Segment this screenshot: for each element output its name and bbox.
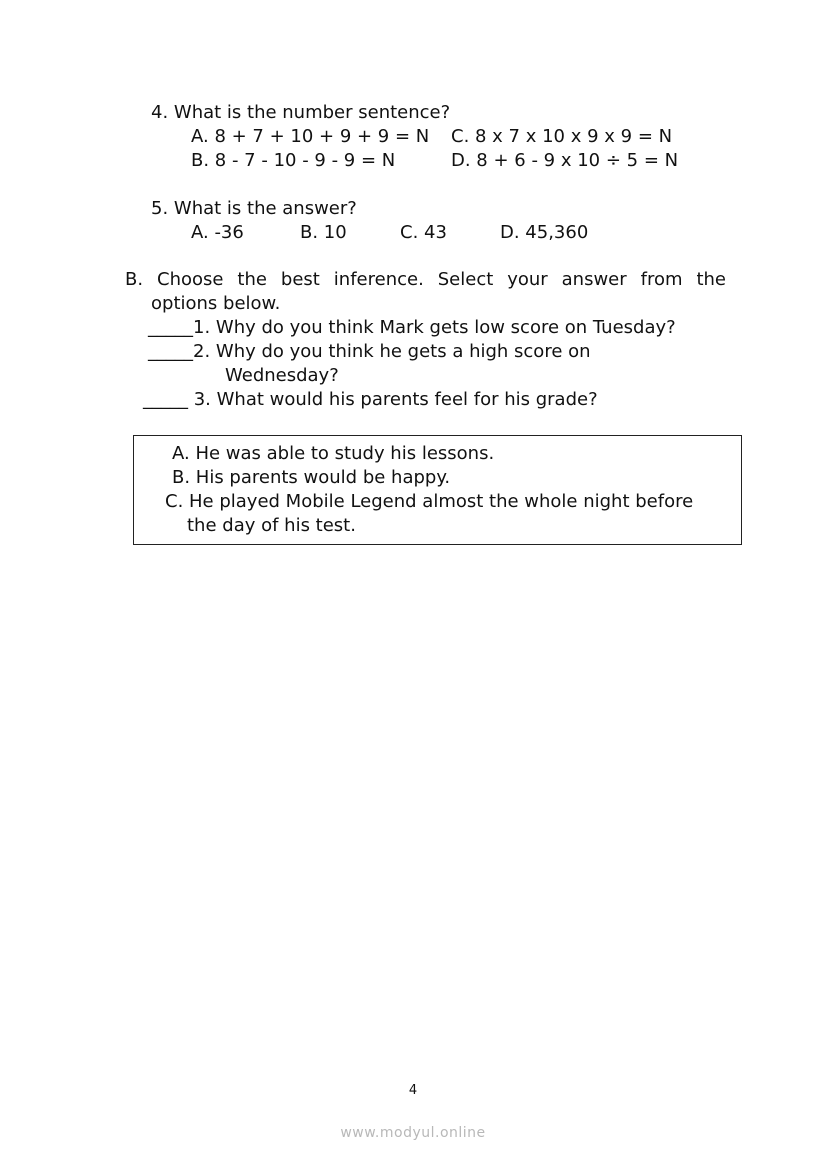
q4-option-d: D. 8 + 6 - 9 x 10 ÷ 5 = N	[451, 150, 679, 171]
section-b-instruction: B. Choose the best inference. Select your answer from the	[125, 269, 726, 290]
item-2: _____2. Why do you think he gets a high score on	[148, 341, 591, 362]
q4-option-a: A. 8 + 7 + 10 + 9 + 9 = N	[191, 126, 430, 147]
page-number: 4	[408, 1083, 418, 1098]
q4-question: 4. What is the number sentence?	[151, 102, 451, 123]
choice-c-cont: the day of his test.	[187, 515, 356, 536]
q5-option-a: A. -36	[191, 222, 244, 243]
item-3: _____ 3. What would his parents feel for his grade?	[143, 389, 598, 410]
q5-option-b: B. 10	[300, 222, 347, 243]
q4-option-b: B. 8 - 7 - 10 - 9 - 9 = N	[191, 150, 396, 171]
item-1: _____1. Why do you think Mark gets low score on Tuesday?	[148, 317, 676, 338]
choice-c: C. He played Mobile Legend almost the whole night before	[165, 491, 694, 512]
choice-a: A. He was able to study his lessons.	[172, 443, 495, 464]
q5-option-d: D. 45,360	[500, 222, 589, 243]
q4-option-c: C. 8 x 7 x 10 x 9 x 9 = N	[451, 126, 673, 147]
q5-option-c: C. 43	[400, 222, 447, 243]
item-2-cont: Wednesday?	[225, 365, 339, 386]
q5-question: 5. What is the answer?	[151, 198, 357, 219]
choice-b: B. His parents would be happy.	[172, 467, 451, 488]
footer-watermark: www.modyul.online	[340, 1125, 486, 1141]
section-b-instruction-cont: options below.	[151, 293, 281, 314]
